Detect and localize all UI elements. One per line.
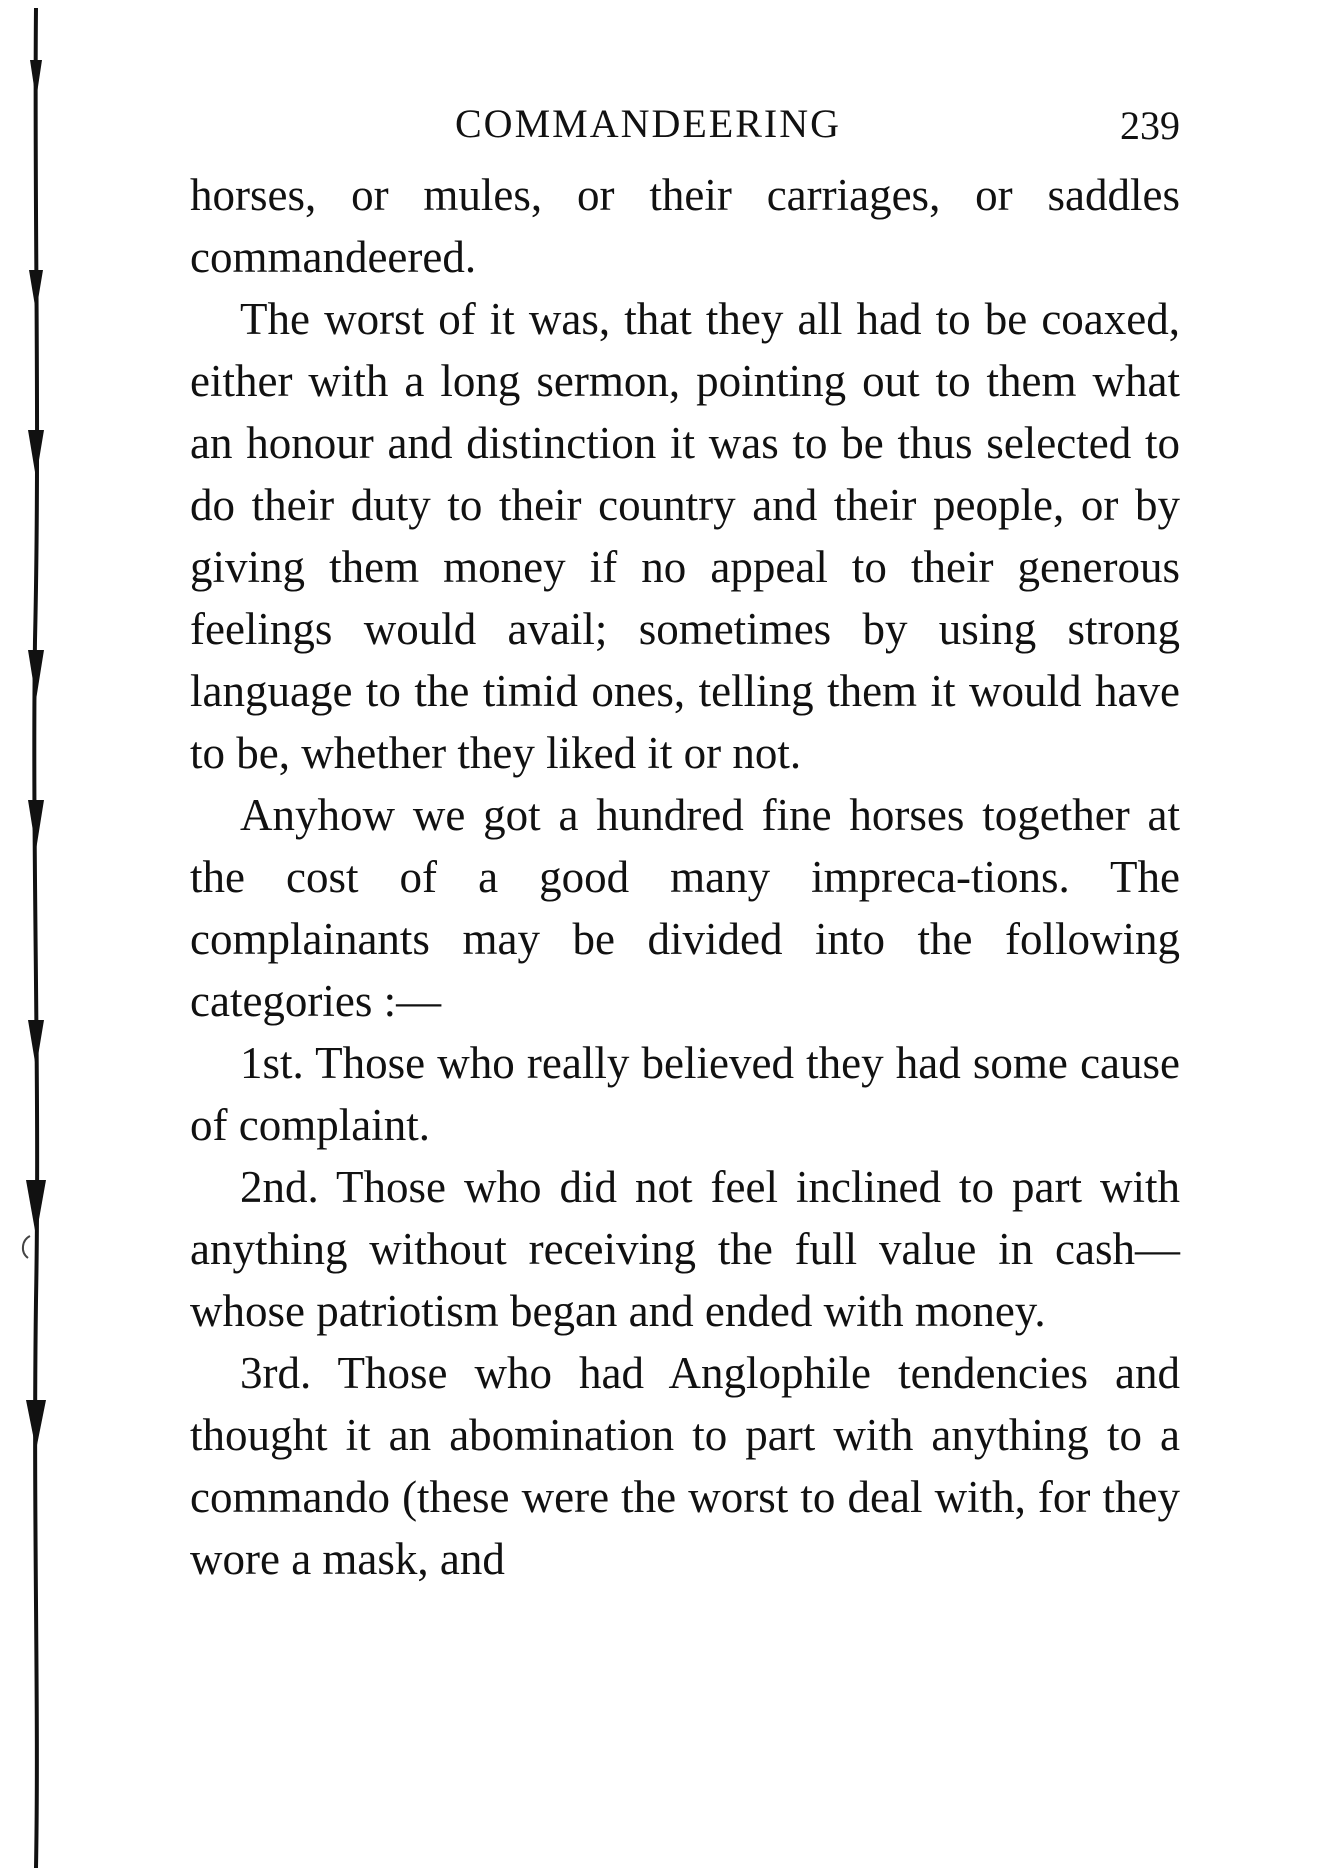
page-number: 239 (1120, 103, 1180, 148)
binding-edge-decoration (0, 0, 70, 1868)
paragraph-category-1: 1st. Those who really believed they had some cause of complaint. (190, 1038, 1180, 1150)
running-head: COMMANDEERING (455, 101, 841, 146)
paragraph-category-3: 3rd. Those who had Anglophile tendencies and thought it an abomination to part with anything to a commando (these were the worst to deal with, for they wore a mask, and (190, 1348, 1180, 1584)
paragraph-continuation: horses, or mules, or their carriages, or saddles commandeered. (190, 170, 1180, 282)
body-text (190, 164, 1180, 1590)
paragraph-horses: Anyhow we got a hundred fine horses together at the cost of a good many impreca-tions. The complainants may be divided into the following categories :— (190, 790, 1180, 1026)
page-header (190, 100, 1190, 160)
paragraph-category-2: 2nd. Those who did not feel inclined to part with anything without receiving the full value in cash—whose patriotism began and ended with money. (190, 1162, 1180, 1336)
paragraph-coaxing: The worst of it was, that they all had to be coaxed, either with a long sermon, pointing out to them what an honour and distinction it was to be thus selected to do their duty to their country and their people, or by giving them money if no appeal to their generous feelings would avail; sometimes by using strong language to the timid ones, telling them it would have to be, whether they liked it or not. (190, 294, 1180, 778)
